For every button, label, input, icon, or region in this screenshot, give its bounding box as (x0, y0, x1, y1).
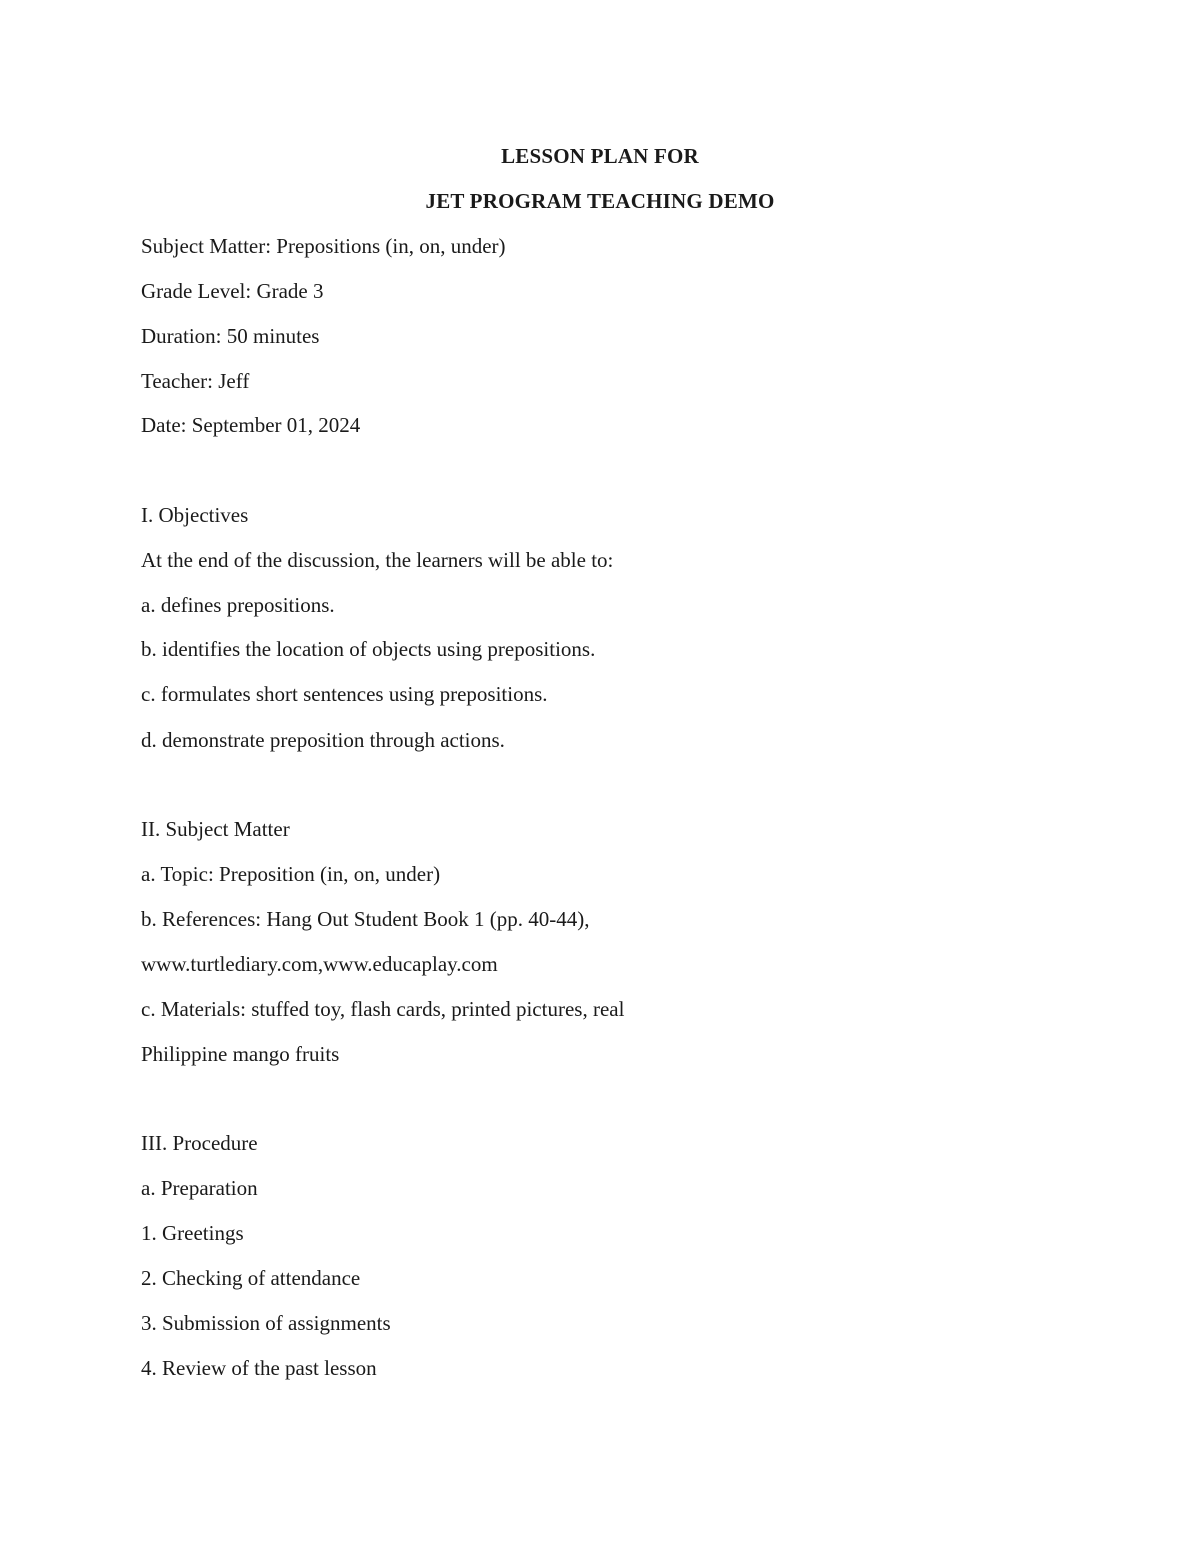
objective-item: d. demonstrate preposition through actions. (141, 728, 505, 752)
subject-matter-info: Subject Matter: Prepositions (in, on, under) (141, 234, 506, 258)
subject-matter-heading: II. Subject Matter (141, 817, 290, 841)
objective-item: b. identifies the location of objects using prepositions. (141, 637, 596, 661)
objective-item: c. formulates short sentences using prepositions. (141, 682, 548, 706)
preparation-subheading: a. Preparation (141, 1176, 258, 1200)
grade-level-info: Grade Level: Grade 3 (141, 279, 324, 303)
materials-line-1: c. Materials: stuffed toy, flash cards, printed pictures, real (141, 997, 625, 1021)
document-title-line-2: JET PROGRAM TEACHING DEMO (425, 189, 775, 213)
procedure-item: 3. Submission of assignments (141, 1311, 391, 1335)
teacher-info: Teacher: Jeff (141, 369, 250, 393)
topic-line: a. Topic: Preposition (in, on, under) (141, 862, 441, 886)
objectives-heading: I. Objectives (141, 503, 249, 527)
procedure-item: 4. Review of the past lesson (141, 1356, 377, 1380)
procedure-item: 2. Checking of attendance (141, 1266, 361, 1290)
duration-info: Duration: 50 minutes (141, 324, 320, 348)
procedure-heading: III. Procedure (141, 1131, 258, 1155)
references-line-1: b. References: Hang Out Student Book 1 (pp. 40-44), (141, 907, 590, 931)
references-line-2: www.turtlediary.com,www.educaplay.com (141, 952, 498, 976)
document-title-line-1: LESSON PLAN FOR (501, 144, 699, 168)
procedure-item: 1. Greetings (141, 1221, 244, 1245)
materials-line-2: Philippine mango fruits (141, 1042, 340, 1066)
objectives-intro: At the end of the discussion, the learners will be able to: (141, 548, 614, 572)
objective-item: a. defines prepositions. (141, 593, 335, 617)
date-info: Date: September 01, 2024 (141, 413, 361, 437)
